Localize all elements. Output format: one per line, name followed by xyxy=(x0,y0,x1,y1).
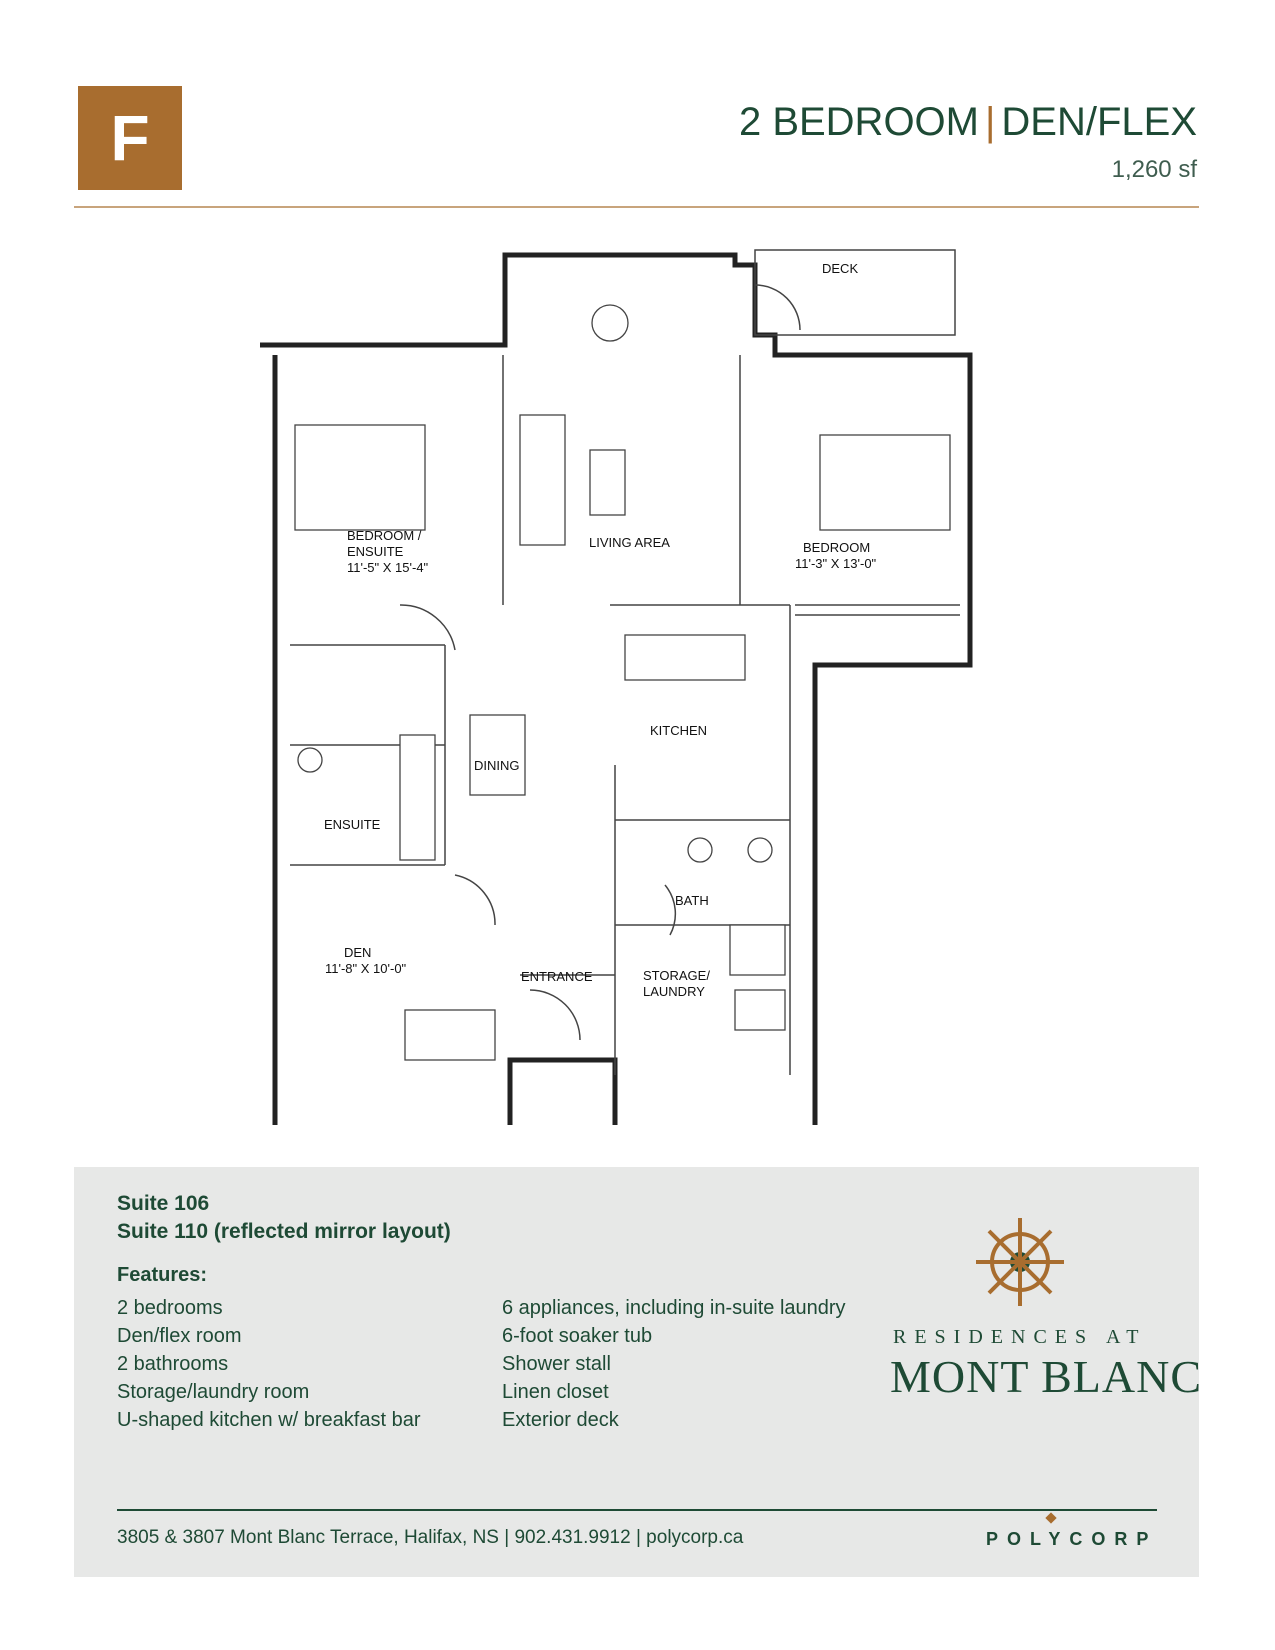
door-swing xyxy=(400,605,455,650)
label-den-dims: 11'-8" X 10'-0" xyxy=(325,961,407,976)
label-ensuite: ENSUITE xyxy=(324,817,381,832)
toilet xyxy=(748,838,772,862)
floor-plan xyxy=(255,245,1015,1125)
kitchen-counter xyxy=(625,635,745,680)
washer-dryer xyxy=(735,990,785,1030)
brand-line-1: RESIDENCES AT xyxy=(893,1326,1147,1348)
door-swing xyxy=(455,875,495,925)
header-divider xyxy=(74,206,1199,208)
features-list-right xyxy=(502,1294,846,1434)
feature-item: 2 bedrooms xyxy=(117,1297,223,1319)
sofa xyxy=(520,415,565,545)
features-list-left xyxy=(117,1294,421,1434)
feature-item: Linen closet xyxy=(502,1381,609,1403)
ships-wheel-icon xyxy=(970,1212,1070,1312)
feature-item: 2 bathrooms xyxy=(117,1353,229,1375)
shower-stall xyxy=(730,925,785,975)
ensuite-toilet xyxy=(298,748,322,772)
footer-contact: 3805 & 3807 Mont Blanc Terrace, Halifax, NS | 902.431.9912 | polycorp.ca xyxy=(117,1527,744,1548)
label-bath: BATH xyxy=(675,893,709,908)
label-bedroom1-l1: BEDROOM / xyxy=(347,528,422,543)
dining-table xyxy=(470,715,525,795)
den-sofa xyxy=(405,1010,495,1060)
label-kitchen: KITCHEN xyxy=(650,723,708,738)
brand-line-2: MONT BLANC xyxy=(890,1351,1203,1402)
polycorp-logo: POLYCORP xyxy=(986,1529,1158,1549)
feature-item: Shower stall xyxy=(502,1353,611,1375)
furniture xyxy=(295,305,950,1060)
feature-item: 6 appliances, including in-suite laundry xyxy=(502,1297,846,1319)
round-table xyxy=(592,305,628,341)
door-swing xyxy=(755,285,800,330)
bathtub xyxy=(400,735,435,860)
feature-item: Storage/laundry room xyxy=(117,1381,310,1403)
door-swing xyxy=(530,990,580,1040)
label-deck: DECK xyxy=(822,261,859,276)
feature-item: U-shaped kitchen w/ breakfast bar xyxy=(117,1409,421,1431)
label-bedroom1-dims: 11'-5" X 15'-4" xyxy=(347,560,429,575)
room-labels xyxy=(324,261,877,999)
sink xyxy=(688,838,712,862)
door-swing xyxy=(665,885,675,935)
label-bedroom2-dims: 11'-3" X 13'-0" xyxy=(795,556,877,571)
label-storage-l1: STORAGE/ xyxy=(643,968,710,983)
title-left: 2 BEDROOM xyxy=(738,100,979,144)
footer-divider xyxy=(117,1509,1157,1511)
label-dining: DINING xyxy=(474,758,520,773)
page-title xyxy=(739,100,1197,145)
coffee-table xyxy=(590,450,625,515)
label-den: DEN xyxy=(344,945,372,960)
label-bedroom1-l2: ENSUITE xyxy=(347,544,404,559)
bed-left xyxy=(295,425,425,530)
title-right: DEN/FLEX xyxy=(1001,100,1197,144)
label-bedroom2: BEDROOM xyxy=(803,540,871,555)
feature-item: 6-foot soaker tub xyxy=(502,1325,653,1347)
feature-item: Exterior deck xyxy=(502,1409,619,1431)
feature-item: Den/flex room xyxy=(117,1325,242,1347)
label-living: LIVING AREA xyxy=(589,535,670,550)
label-storage-l2: LAUNDRY xyxy=(643,984,705,999)
suite-number: Suite 106 xyxy=(117,1192,210,1215)
suite-mirror: Suite 110 (reflected mirror layout) xyxy=(117,1220,451,1243)
square-footage: 1,260 sf xyxy=(1111,156,1197,183)
label-entrance: ENTRANCE xyxy=(521,969,593,984)
bed-right xyxy=(820,435,950,530)
title-separator: | xyxy=(985,100,996,144)
features-heading: Features: xyxy=(117,1264,208,1286)
plan-badge: F xyxy=(78,86,182,190)
